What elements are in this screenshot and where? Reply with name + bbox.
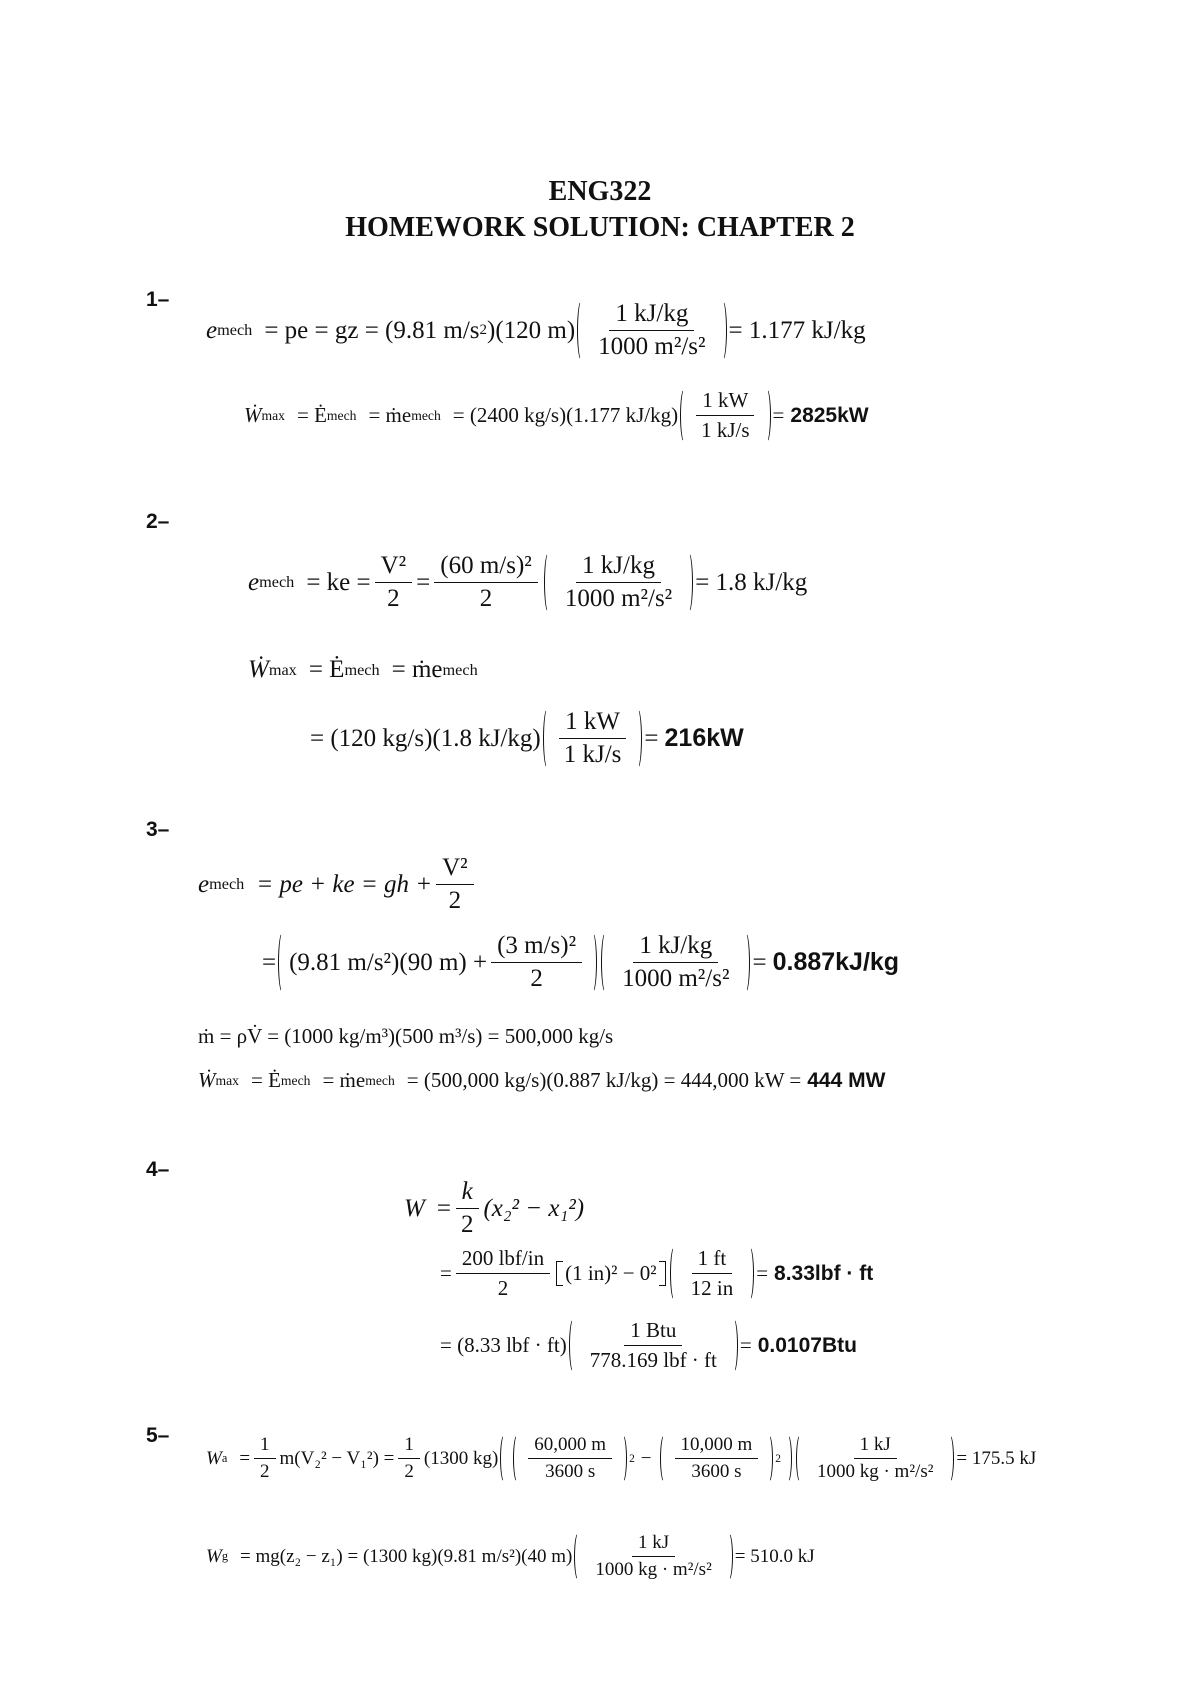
problem-4-label: 4– bbox=[146, 1158, 170, 1181]
problem-3-eq2: = (9.81 m/s²)(90 m) + $\frac{\text{(3 m/s)²}}{2}$ $\frac{1 kJ/kg}{\text{1000 m²/s²}}$ = 0.887kJ/kg bbox=[262, 932, 900, 992]
document-subtitle: HOMEWORK SOLUTION: CHAPTER 2 bbox=[345, 212, 855, 243]
problem-1-eq2: Ẇ max = Ė mech = ṁe mech = (2400 kg/s)(1.177 kJ/kg) $\frac{1 kW}{1 kJ/s}$ = 2825kW bbox=[244, 388, 869, 442]
problem-2-eq2: Ẇ max = Ė mech = ṁe mech bbox=[248, 656, 478, 683]
problem-5-eq2: W g = mg(z₂ − z₁) = (1300 kg)(9.81 m/s²)(40 m) $\frac{1 kJ}{\text{1000 kg · m²/s²}}$ = 510.0 kJ bbox=[206, 1532, 815, 1580]
problem-1-answer: 2825kW bbox=[790, 403, 869, 427]
document-title: ENG322 bbox=[548, 176, 652, 207]
problem-5-label: 5– bbox=[146, 1424, 170, 1447]
problem-2-label: 2– bbox=[146, 510, 170, 533]
problem-4-eq2: = $\frac{\text{200 lbf/in}}{2}$ (1 in)² − 0² $\frac{1 ft}{12 in}$ = 8.33lbf · ft bbox=[440, 1246, 874, 1300]
problem-2-answer: 216kW bbox=[664, 724, 744, 752]
problem-4-answer-btu: 0.0107Btu bbox=[757, 1333, 857, 1357]
problem-3-eq4: Ẇ max = Ė mech = ṁe mech = (500,000 kg/s)(0.887 kJ/kg) = 444,000 kW = 444 MW bbox=[198, 1068, 886, 1092]
problem-3-answer-power: 444 MW bbox=[807, 1068, 886, 1092]
problem-3-answer-energy: 0.887kJ/kg bbox=[772, 948, 900, 976]
problem-3-eq3: ṁ = ρV̇ = (1000 kg/m³)(500 m³/s) = 500,000 kg/s bbox=[198, 1024, 614, 1048]
problem-2-eq1: e mech = ke = $\frac{\text{V²}}{2}$ = $\frac{\text{(60 m/s)²}}{2}$ $\frac{1 kJ/kg}{\text{1000 m²/s²}}$ = 1.8 kJ/kg bbox=[248, 552, 808, 612]
problem-3-label: 3– bbox=[146, 818, 170, 841]
problem-1-eq1: e mech = pe = gz = (9.81 m/s 2 )(120 m) $\frac{1 kJ/kg}{\text{1000 m²/s²}}$ = 1.177 kJ/kg bbox=[206, 300, 866, 360]
problem-1-label: 1– bbox=[146, 288, 170, 311]
problem-2-eq3: = (120 kg/s)(1.8 kJ/kg) $\frac{1 kW}{1 kJ/s}$ = 216kW bbox=[310, 708, 744, 768]
problem-5-eq1: W a = $\frac{1}{2}$ m(V₂² − V₁²) = $\frac{1}{2}$ (1300 kg) $\frac{60,000 m}{3600 s}$ 2 − $\frac{10,000 m}{3600 s}$ 2 $\frac{1 kJ}{\text{1000 kg · m²/s²}}$ = 175.5 kJ bbox=[206, 1434, 1037, 1482]
problem-4-answer-lbfft: 8.33lbf · ft bbox=[774, 1261, 874, 1285]
problem-3-eq1: e mech = pe + ke = gh + $\frac{\text{V²}}{2}$ bbox=[198, 854, 478, 915]
problem-4-eq1: W = $\frac{k}{2}$ (x₂² − x₁²) bbox=[404, 1178, 585, 1238]
problem-4-eq3: = (8.33 lbf · ft) $\frac{\text{1 Btu}}{\text{778.169 lbf · ft}}$ = 0.0107Btu bbox=[440, 1318, 857, 1372]
